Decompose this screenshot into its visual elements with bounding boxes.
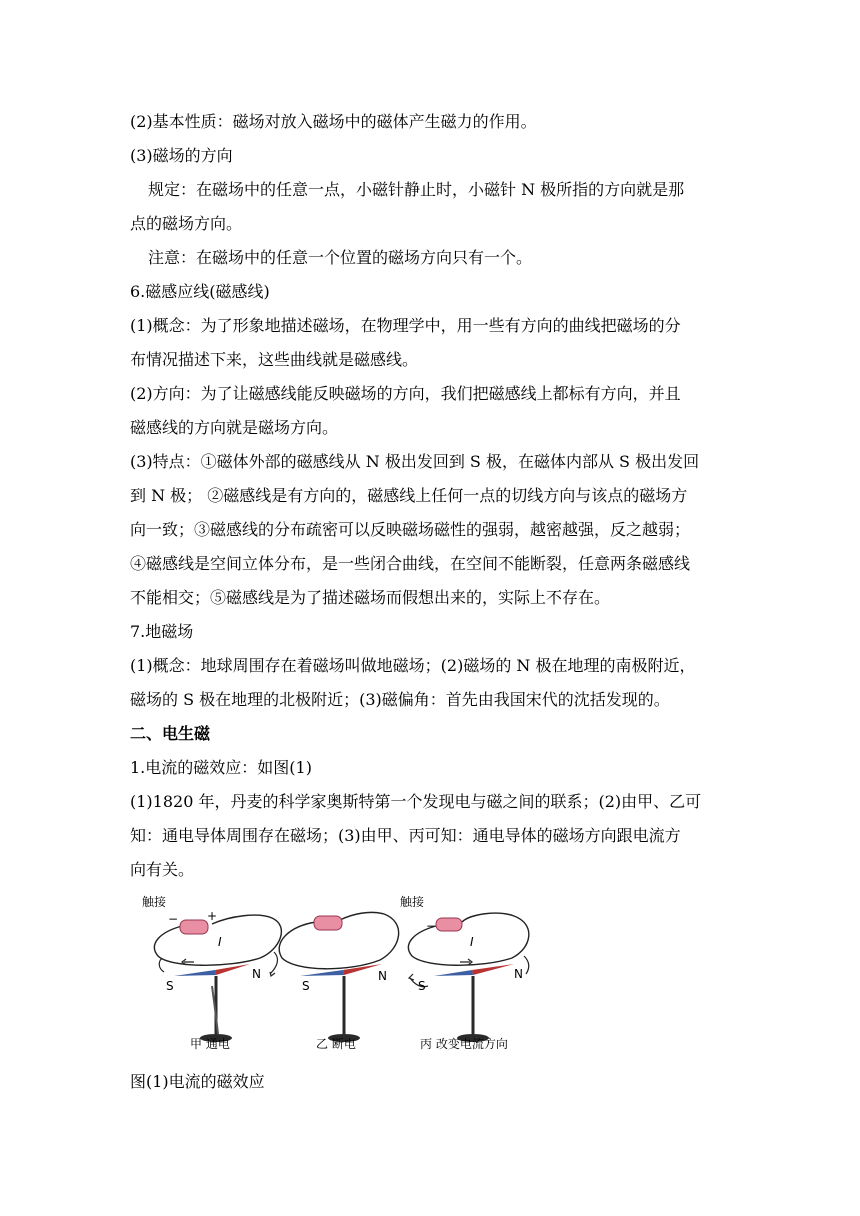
plus-sign: + (207, 909, 218, 923)
minus-sign: − (168, 912, 179, 926)
current-label: I (470, 935, 474, 949)
section-heading: 6.磁感应线(磁感线) (130, 282, 270, 301)
text-line: (1)概念：为了形象地描述磁场，在物理学中，用一些有方向的曲线把磁场的分 (130, 316, 681, 335)
text-line: 知：通电导体周围存在磁场；(3)由甲、丙可知：通电导体的磁场方向跟电流方 (130, 826, 681, 845)
rotation-arrow-icon (270, 952, 277, 976)
current-label: I (218, 935, 222, 949)
north-label: N (252, 967, 261, 981)
text-line: 注意：在磁场中的任意一个位置的磁场方向只有一个。 (148, 248, 533, 267)
north-label: N (514, 967, 523, 981)
battery (314, 916, 342, 930)
text-line: 规定：在磁场中的任意一点，小磁针静止时，小磁针 N 极所指的方向就是那 (148, 180, 685, 199)
oersted-experiment-figure (130, 886, 544, 1056)
compass-needle-north (215, 964, 250, 975)
text-line: 向有关。 (130, 860, 195, 879)
rotation-arrow-icon (524, 956, 529, 974)
section-heading: 1.电流的磁效应：如图(1) (130, 758, 312, 777)
touch-label: 触接 (400, 895, 425, 909)
panel-caption: 丙 改变电流方向 (420, 1037, 508, 1051)
text-line: (2)基本性质：磁场对放入磁场中的磁体产生磁力的作用。 (130, 112, 537, 131)
text-line: 磁感线的方向就是磁场方向。 (130, 418, 339, 437)
text-line: 到 N 极； ②磁感线是有方向的，磁感线上任何一点的切线方向与该点的磁场方 (130, 486, 688, 505)
panel-unpowered (279, 912, 398, 1051)
chapter-heading: 二、电生磁 (130, 724, 211, 743)
text-line: 磁场的 S 极在地理的北极附近；(3)磁偏角：首先由我国宋代的沈括发现的。 (130, 690, 670, 709)
battery (436, 918, 462, 931)
compass-needle-north (472, 964, 514, 975)
panel-reversed-current (400, 894, 529, 1051)
text-line: (1)概念：地球周围存在着磁场叫做地磁场；(2)磁场的 N 极在地理的南极附近， (130, 656, 696, 675)
text-line: (3)特点：①磁体外部的磁感线从 N 极出发回到 S 极，在磁体内部从 S 极出发回 (130, 452, 700, 471)
text-line: 点的磁场方向。 (130, 214, 243, 233)
south-label: S (302, 979, 310, 993)
text-line: (3)磁场的方向 (130, 146, 233, 165)
compass-needle-south (174, 970, 216, 976)
text-line: (2)方向：为了让磁感线能反映磁场的方向，我们把磁感线上都标有方向，并且 (130, 384, 681, 403)
figure-caption: 图(1)电流的磁效应 (130, 1072, 265, 1091)
section-heading: 7.地磁场 (130, 622, 194, 641)
touch-label: 触接 (142, 895, 167, 909)
text-line: 不能相交；⑤磁感线是为了描述磁场而假想出来的，实际上不存在。 (130, 588, 611, 607)
panel-caption: 乙 断电 (316, 1037, 356, 1051)
panel-caption: 甲 通电 (190, 1037, 230, 1051)
compass-needle-south (434, 970, 473, 976)
text-line: (1)1820 年，丹麦的科学家奥斯特第一个发现电与磁之间的联系；(2)由甲、乙可 (130, 792, 702, 811)
text-line: 布情况描述下来，这些曲线就是磁感线。 (130, 350, 419, 369)
text-line: 向一致；③磁感线的分布疏密可以反映磁场磁性的强弱，越密越强，反之越弱； (130, 520, 691, 539)
battery (180, 920, 208, 934)
panel-powered (142, 894, 281, 1051)
arrow-icon (460, 959, 472, 965)
north-label: N (378, 969, 387, 983)
south-label: S (418, 979, 426, 993)
south-label: S (166, 979, 174, 993)
text-line: ④磁感线是空间立体分布，是一些闭合曲线，在空间不能断裂，任意两条磁感线 (130, 554, 691, 573)
compass-needle-south (300, 970, 344, 976)
minus-sign: − (426, 919, 437, 933)
